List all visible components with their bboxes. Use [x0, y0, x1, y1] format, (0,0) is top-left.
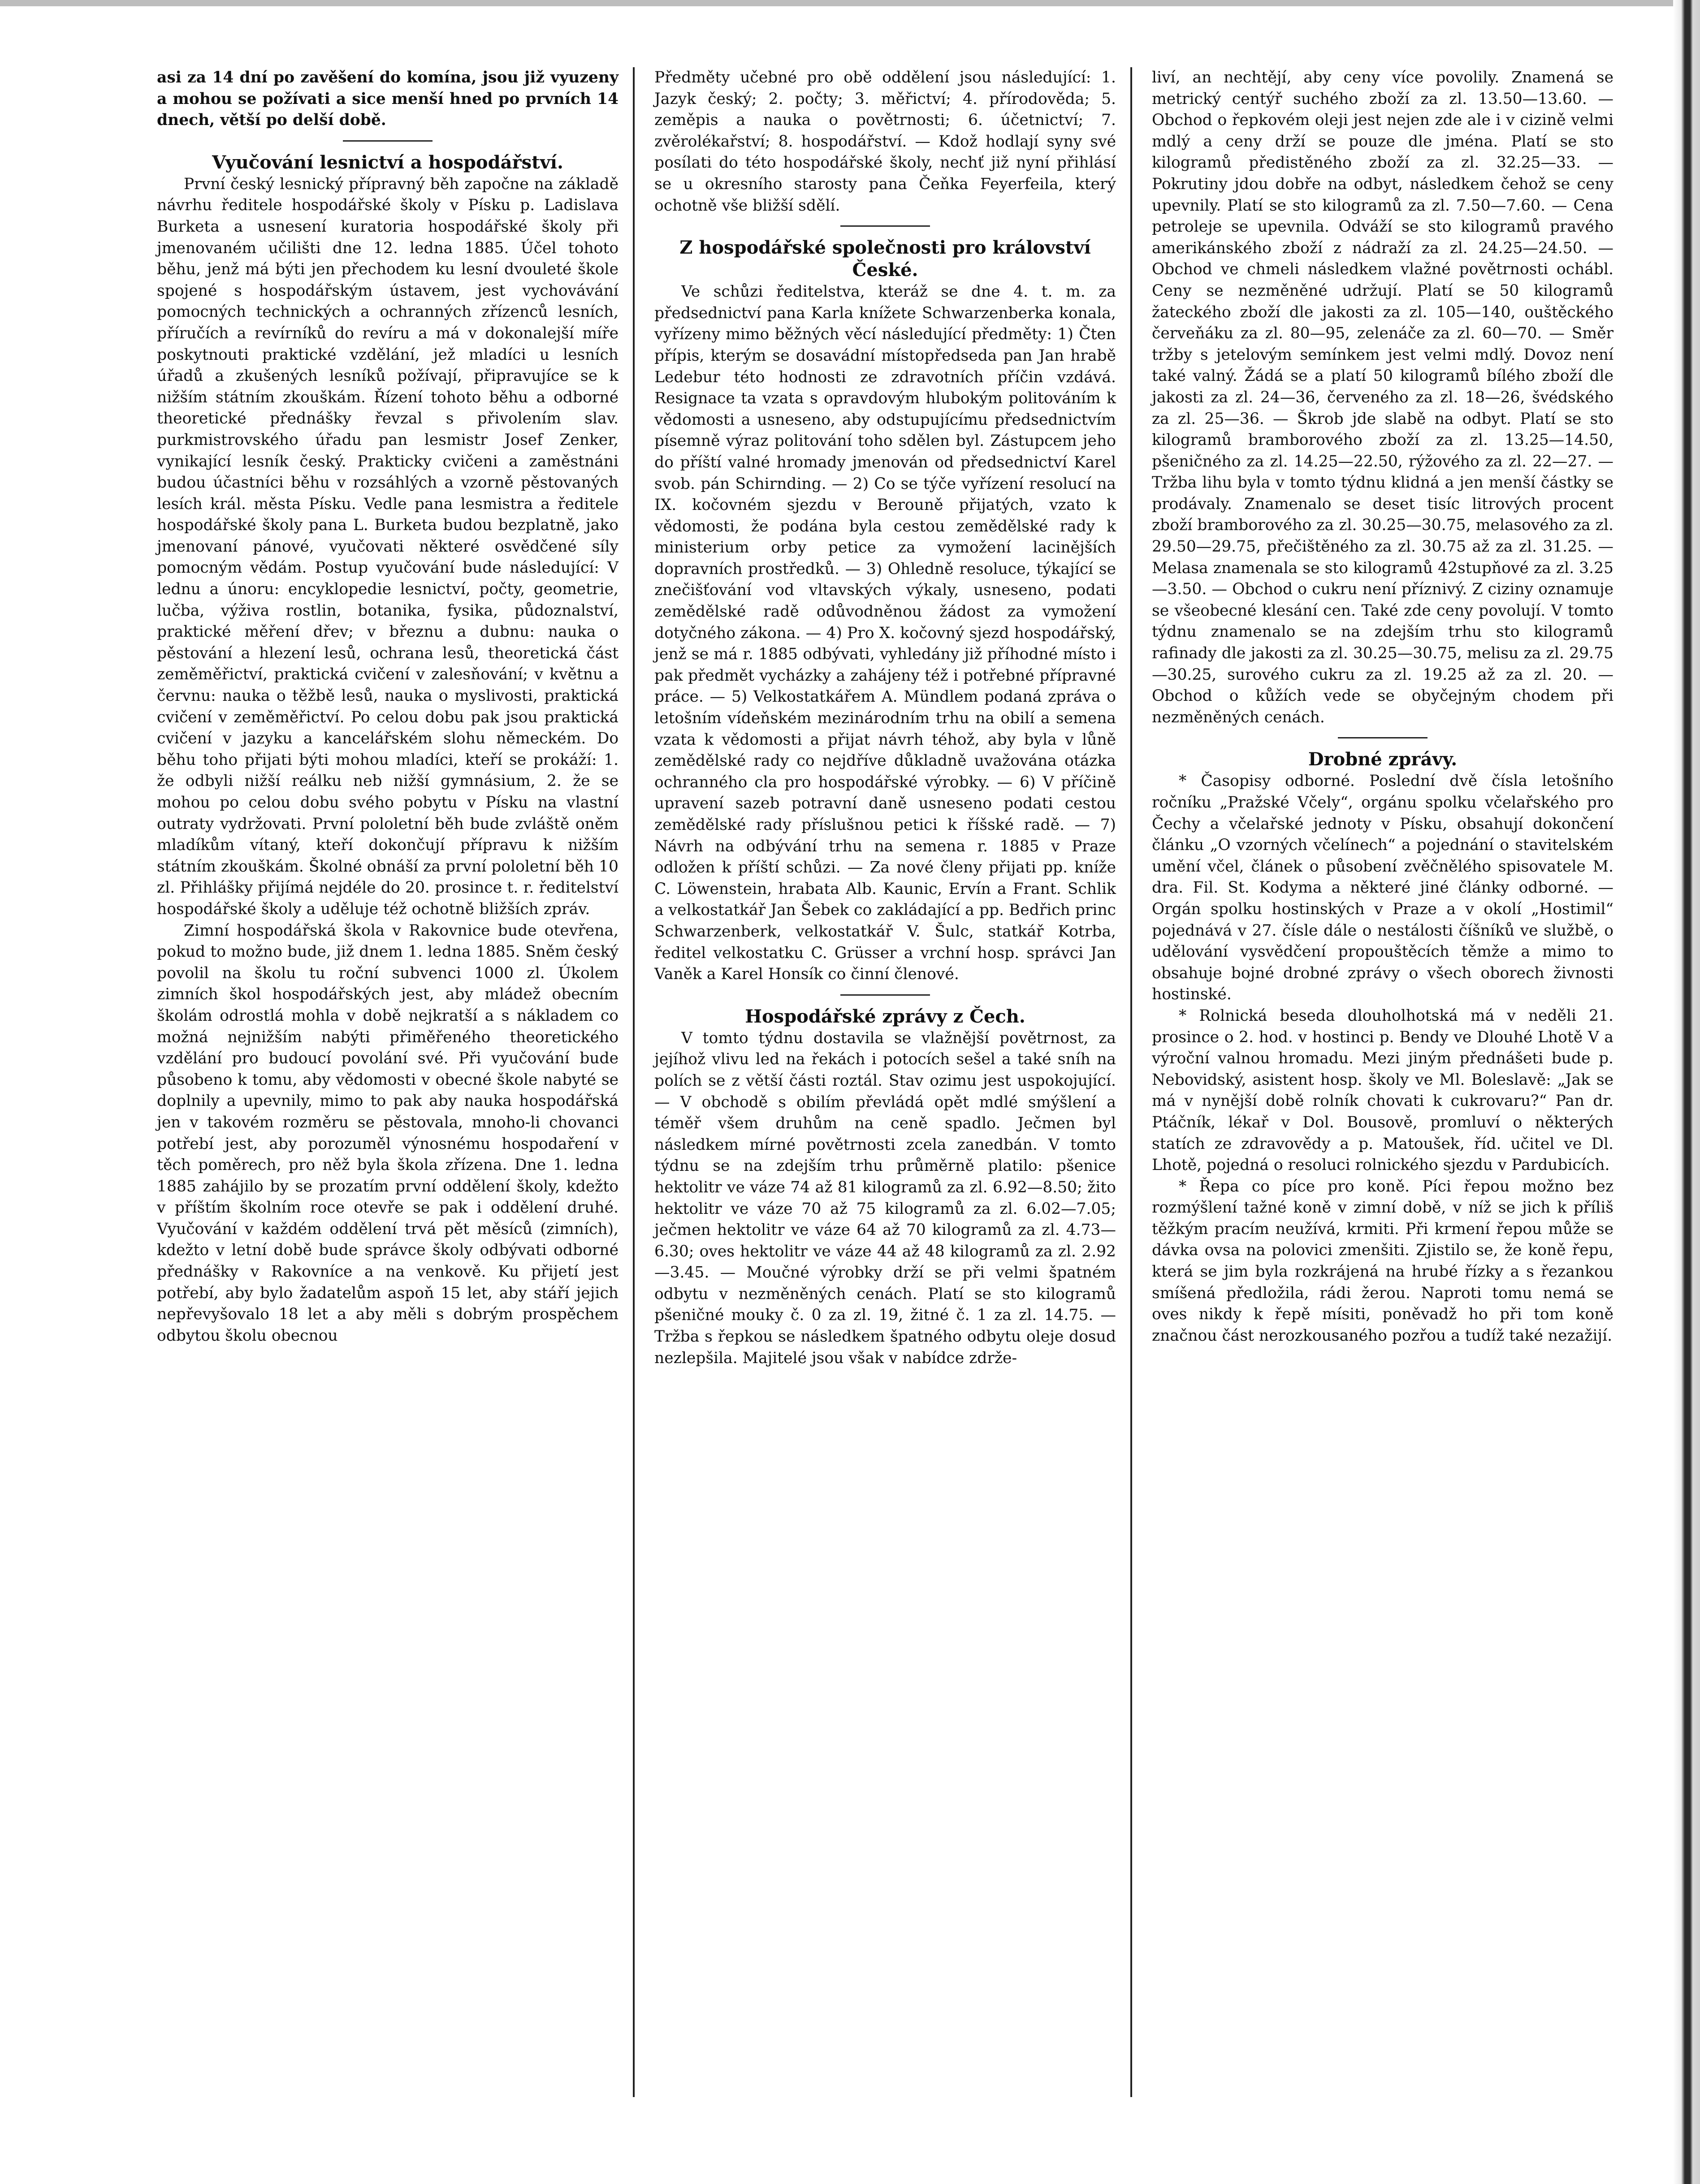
section-separator	[840, 994, 930, 996]
scan-edge-right	[1673, 0, 1700, 2184]
news-item-journals: * Časopisy odborné. Poslední dvě čísla letošního ročníku „Pražské Včely“, orgánu spolku včelařského pro Čechy a včelařské jednoty v Písku, obsahují dokončení článku „O vzorných včelínech“ a pojednání o stavitelském umění včel, článek o působení zvěčnělého spisovatele M. dra. Fil. St. Kodyma a některé jiné články odborné. — Orgán spolku hostinských v Praze a v okolí „Hostimil“ pojednává v 27. čísle dále o nestálosti číšníků ve službě, o udělování vysvědčení propouštěcích těmže a mimo to obsahuje bojné drobné zprávy o všech oborech živnosti hostinské.	[1152, 772, 1613, 1004]
column-1	[157, 67, 619, 1347]
column-1-intro: asi za 14 dní po zavěšení do komína, jsou již vyuzeny a mohou se požívati a sice menší hned po prvních 14 dnech, větší po delší době.	[157, 69, 619, 129]
column-3	[1152, 67, 1613, 1347]
section-separator	[840, 225, 930, 227]
column-rule-right	[1130, 67, 1132, 2097]
section-title-society: Z hospodářské společnosti pro království České.	[679, 237, 1091, 281]
scan-edge-top	[0, 0, 1700, 6]
article-society-meeting: Ve schůzi ředitelstva, kteráž se dne 4. t. m. za předsednictví pana Karla knížete Schwarzenberka konala, vyřízeny mimo běžných věcí následující předměty: 1) Čten přípis, kterým se dosavádní místopředseda pan Jan hrabě Ledebur této hodnosti ze zdravotních příčin vzdává. Resignace ta vzata s opravdovým hlubokým politováním k vědomosti a usneseno, aby odstupujícímu předsednictvím písemně výraz politování toho sdělen byl. Zástupcem jeho do příští valné hromady jmenován od předsednictví Karel svob. pán Schirnding. — 2) Co se týče vyřízení resolucí na IX. kočovném sjezdu v Berouně přijatých, vzato k vědomosti, že podána byla cestou zemědělské rady k ministerium orby petice za vymožení lacinějších dopravních prostředků. — 3) Ohledně resoluce, týkající se znečišťování vod vltavských výkaly, usneseno, podati zemědělské radě odůvodněnou žádost za vymožení dotyčného zákona. — 4) Pro X. kočovný sjezd hospodářský, jenž se má r. 1885 odbývati, vyhledány již příhodné místo i pak předmět vycházky a zahájeny též i potřebné přípravné práce. — 5) Velkostatkářem A. Mündlem podaná zpráva o letošním vídeňském mezinárodním trhu na obilí a semena vzata k vědomosti a přijat návrh téhož, aby byla v lůně zemědělské rady co nejdříve důkladně uvažována otázka ochranného cla pro hospodářské výrobky. — 6) V příčině upravení sazeb potravní daně usneseno podati cestou zemědělské rady příslušnou petici k říšské radě. — 7) Návrh na odbývání trhu na semena r. 1885 v Praze odložen k příští schůzi. — Za nové členy přijati pp. kníže C. Löwenstein, hrabata Alb. Kaunic, Ervín a Frant. Schlik a velkostatkář Jan Šebek co zakládající a pp. Bedřich princ Schwarzenberk, velkostatkář V. Šulc, statkář Kotrba, ředitel velkostatku C. Grüsser a vrchní hosp. správci Jan Vaněk a Karel Honsík co činní členové.	[654, 283, 1116, 984]
section-title-forestry: Vyučování lesnictví a hospodářství.	[212, 151, 563, 173]
section-title-short-news: Drobné zprávy.	[1308, 749, 1458, 770]
article-forestry-course: První český lesnický přípravný běh započne na základě návrhu ředitele hospodářské školy v Písku p. Ladislava Burketa a usnesení kuratoria hospodářské školy při jmenovaném učilišti dne 12. ledna 1885. Účel tohoto běhu, jenž má býti jen přechodem ku lesní dvouleté škole spojené s hospodářským ústavem, jest vychovávání pomocných technických a ochranných zřízenců lesních, příručích a revírníků do revíru a má v dokonalejší míře poskytnouti praktické vzdělání, jež mladíci u lesních úřadů a zkušených lesníků požívají, připravujíce se k nižším státním zkouškám. Řízení tohoto běhu a odborné theoretické přednášky řevzal s přivolením slav. purkmistrovského úřadu pan lesmistr Josef Zenker, vynikající lesník český. Prakticky cvičeni a zaměstnáni budou účastníci běhu v rozsáhlých a vzorně pěstovaných lesích král. města Písku. Vedle pana lesmistra a ředitele hospodářské školy pana L. Burketa budou bezplatně, jako jmenovaní pánové, vyučovati některé osvědčené síly pomocným vědám. Postup vyučování bude následující: V lednu a únoru: encyklopedie lesnictví, počty, geometrie, lučba, výživa rostlin, botanika, fysika, půdoznalství, praktické měření dřev; v březnu a dubnu: nauka o pěstování a hlezení lesů, ochrana lesů, theoretická část zeměměřictví, praktická cvičení v zalesňování; v květnu a červnu: nauka o těžbě lesů, nauka o myslivosti, praktická cvičení v zeměměřictví. Po celou dobu pak jsou praktická cvičení v jazyku a kancelářském slohu německém. Do běhu toho přijati býti mohou mladíci, kteří se prokáží: 1. že odbyli nižší reálku neb nižší gymnásium, 2. že se mohou po celou dobu svého pobytu v Písku na vlastní outraty vydržovati. První pololetní běh bude zvláště oněm mladíkům vítaný, kteří dokončují přípravu k nižším státním zkouškám. Školné obnáší za první pololetní běh 10 zl. Přihlášky přijímá nejdéle do 20. prosince t. r. ředitelství hospodářské školy a uděluje též ochotně bližších zpráv.	[157, 175, 619, 918]
section-title-reports: Hospodářské zprávy z Čech.	[745, 1006, 1025, 1027]
section-separator	[1338, 737, 1427, 738]
news-item-farmers-meeting: * Rolnická beseda dlouholhotská má v neděli 21. prosince o 2. hod. v hostinci p. Bendy ve Dlouhé Lhotě V a výroční valnou hromadu. Mezi jiným přednášeti bude p. Nebovidský, asistent hosp. školy ve Ml. Boleslavě: „Jak se má v nynější době rolník chovati k cukrovaru?“ Pan dr. Ptáčník, lékař v Dol. Bousově, promluví o některých statích ze zdravovědy a p. Matoušek, říd. učitel ve Dl. Lhotě, pojedná o resoluci rolnického sjezdu v Pardubicích.	[1152, 1006, 1613, 1174]
column-3-lead: liví, an nechtějí, aby ceny více povolily. Znamená se metrický centýř suchého zboží za zl. 13.50—13.60. — Obchod o řepkovém oleji jest nejen zde ale i v cizině velmi mdlý a ceny drží se pouze dle jména. Platí se sto kilogramů předistěného zboží za zl. 32.25—33. — Pokrutiny jdou dobře na odbyt, následkem čehož se ceny upevnily. Platí se sto kilogramů za zl. 7.50—7.60. — Cena petroleje se upevnila. Odváží se sto kilogramů pravého amerikánského zboží z nádraží za zl. 24.25—24.50. — Obchod ve chmeli následkem vlažné povětrnosti ochábl. Ceny se nezměněné udržují. Platí se 50 kilogramů žateckého zboží dle jakosti za zl. 105—140, ouštěckého červeňáku za zl. 80—95, zelenáče za zl. 60—70. — Směr tržby s jetelovým semínkem jest velmi mdlý. Dovoz není také valný. Žádá se a platí 50 kilogramů bílého zboží dle jakosti za zl. 24—36, červeného za zl. 18—26, švédského za zl. 25—36. — Škrob jde slabě na odbyt. Platí se sto kilogramů bramborového zboží za zl. 13.25—14.50, pšeničného za zl. 14.25—22.50, rýžového za zl. 22—27. — Tržba lihu byla v tomto týdnu klidná a jen menší částky se prodávaly. Znamenalo se deset tisíc litrových procent zboží bramborového za zl. 30.25—30.75, melasového za zl. 29.50—29.75, přečištěného za zl. 30.75 až za zl. 31.25. — Melasa znamenala se sto kilogramů 42stupňové za zl. 3.25—3.50. — Obchod o cukru není příznivý. Z ciziny oznamuje se všeobecné klesání cen. Také zde ceny povolují. V tomto týdnu znamenalo se na zdejším trhu sto kilogramů rafinady dle jakosti za zl. 30.25—30.75, melisu za zl. 29.75—30.25, surového cukru za zl. 19.25 až za zl. 20. — Obchod o kůžích vede se obyčejným chodem při nezměněných cenách.	[1152, 69, 1613, 726]
news-item-beet-fodder: * Řepa co píce pro koně. Píci řepou možno bez rozmýšlení tažné koně v zimní době, v níž se jich k příliš těžkým pracím neužívá, krmiti. Při krmení řepou může se dávka ovsa na polovici zmenšiti. Zjistilo se, že koně řepu, která se jim byla rozkrájená na hrubé řízky a s řezankou smíšená předložila, rádi žerou. Naproti tomu nemá se oves nikdy k řepě mísiti, poněvadž ho při tom koně značnou část nerozkousaného pozřou a tudíž také nezažijí.	[1152, 1177, 1613, 1345]
column-2-lead: Předměty učebné pro obě oddělení jsou následující: 1. Jazyk český; 2. počty; 3. měřictví; 4. přírodověda; 5. zeměpis a nauka o povětrnosti; 6. účetnictví; 7. zvěrolékařství; 8. hospodářství. — Kdož hodlají syny své posílati do této hospodářské školy, nechť již nyní přihlásí se u okresního starosty pana Čeňka Feyerfeila, který ochotně vše bližší sdělí.	[654, 69, 1116, 215]
article-winter-school: Zimní hospodářská škola v Rakovnice bude otevřena, pokud to možno bude, již dnem 1. ledna 1885. Sněm český povolil na školu tu roční subvenci 1000 zl. Úkolem zimních škol hospodářských jest, aby mládež obecním školám odrostlá mohla v době nejkratší a s nákladem co možná nejnižším nabýti přiměřeného theoretického vzdělání pro budoucí povolání své. Při vyučování bude působeno k tomu, aby vědomosti v obecné škole nabyté se doplnily a upevnily, mimo to pak aby nauka hospodářská jen v takovém rozměru se pěstovala, mnoho-li chovanci potřebí jest, aby porozuměl výnosnému hospodaření v těch poměrech, pro něž byla škola zřízena. Dne 1. ledna 1885 zahájilo by se prozatím první oddělení školy, kdežto v příštím školním roce otevře se pak i oddělení druhé. Vyučování v každém oddělení trvá pět měsíců (zimních), kdežto v letní době bude správce školy odbývati odborné přednášky v Rakovníce a na venkově. Ku přijetí jest potřebí, aby bylo žadatelům aspoň 15 let, aby stáří jejich nepřevyšovalo 18 let a aby měli s dobrým prospěchem odbytou školu obecnou	[157, 921, 619, 1345]
newspaper-page	[157, 67, 1618, 2137]
column-rule-left	[633, 67, 635, 2097]
column-2	[654, 67, 1116, 1369]
article-market-reports: V tomto týdnu dostavila se vlažnější povětrnost, za jejíhož vlivu led na řekách i potocích sešel a také sníh na polích se z větší části roztál. Stav ozimu jest uspokojující. — V obchodě s obilím převládá opět mdlé smýšlení a téměř všem druhům na ceně spadlo. Ječmen byl následkem mírné povětrnosti zcela zanedbán. V tomto týdnu se na zdejším trhu průměrně platilo: pšenice hektolitr ve váze 74 až 81 kilogramů za zl. 6.92—8.50; žito hektolitr ve váze 70 až 75 kilogramů za zl. 6.02—7.05; ječmen hektolitr ve váze 64 až 70 kilogramů za zl. 4.73—6.30; oves hektolitr ve váze 44 až 48 kilogramů za zl. 2.92—3.45. — Moučné výrobky drží se při velmi špatném odbytu v nezměněných cenách. Platí se sto kilogramů pšeničné mouky č. 0 za zl. 19, žitné č. 1 za zl. 14.75. — Tržba s řepkou se následkem špatného odbytu oleje dosud nezlepšila. Majitelé jsou však v nabídce zdrže-	[654, 1029, 1116, 1367]
section-separator	[343, 140, 433, 142]
